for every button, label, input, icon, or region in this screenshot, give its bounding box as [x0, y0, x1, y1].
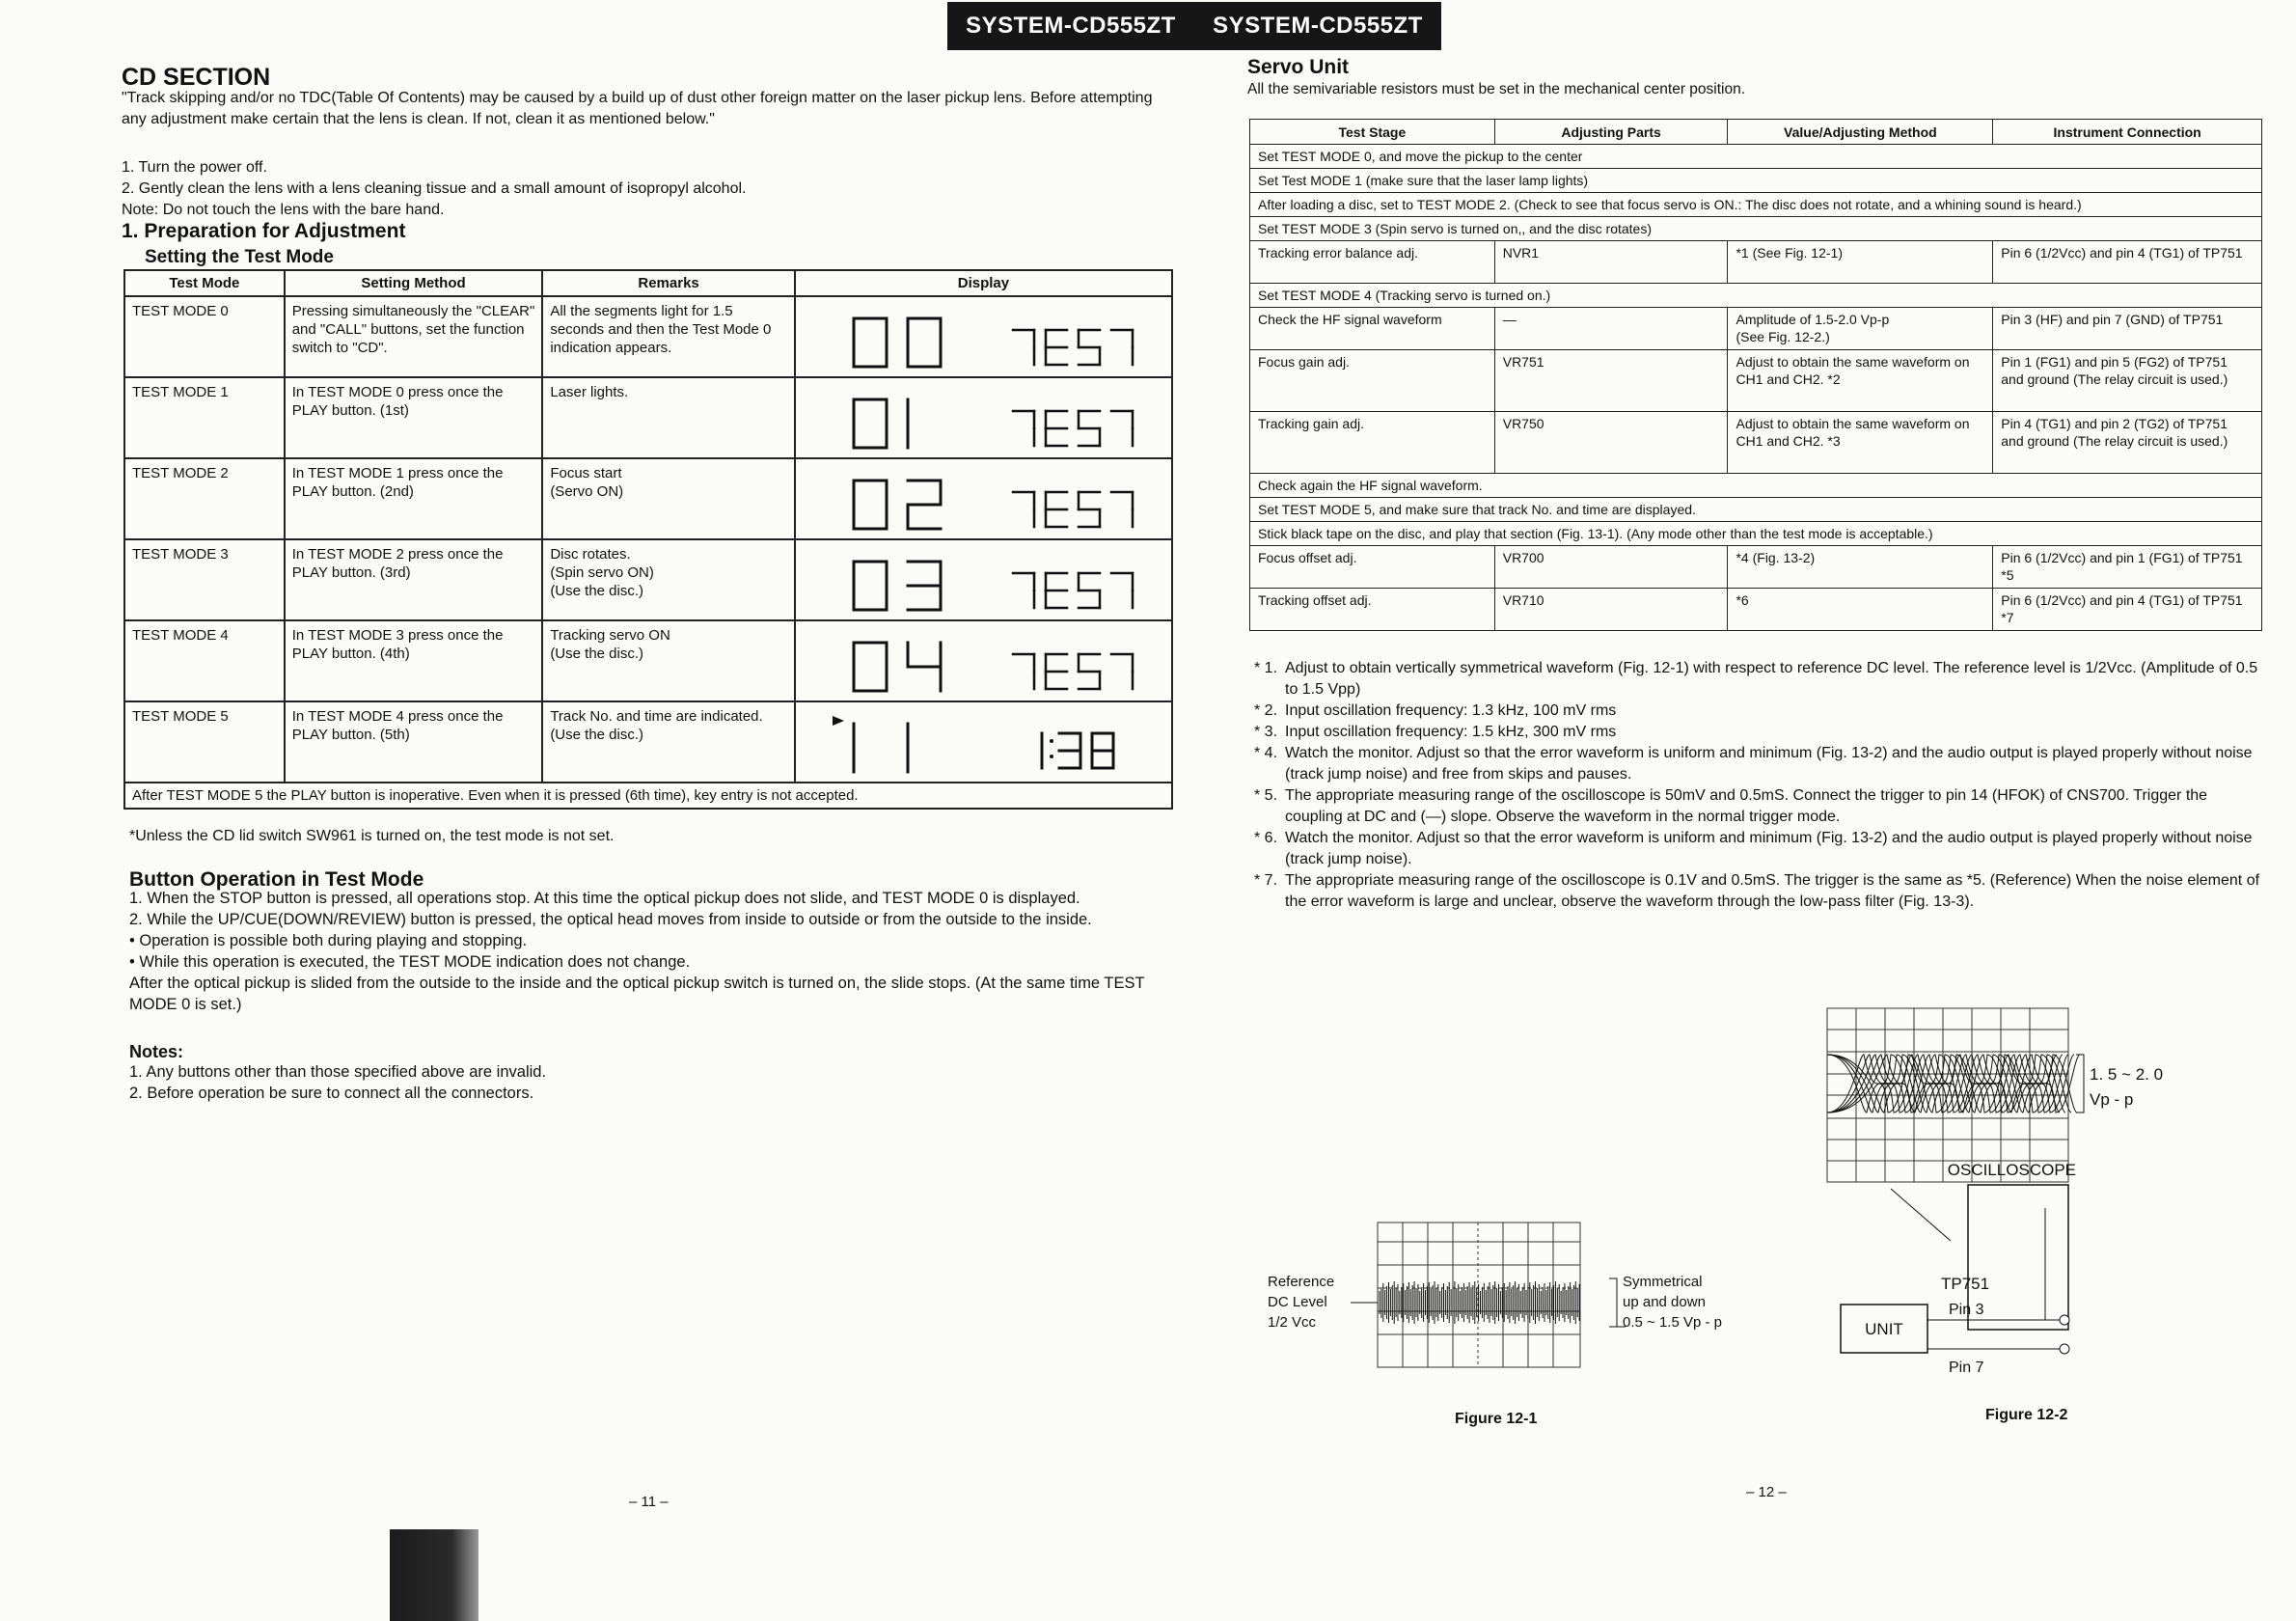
note-mark: * 7.	[1254, 872, 1278, 889]
mode-cell: TEST MODE 5	[124, 701, 285, 783]
fig1-sym-label-3: 0.5 ~ 1.5 Vp - p	[1623, 1314, 1722, 1331]
col-header: Remarks	[542, 270, 795, 296]
parts-cell: VR751	[1494, 350, 1728, 412]
pin7-label: Pin 7	[1949, 1360, 1984, 1376]
span-cell: Set Test MODE 1 (make sure that the laser lamp lights)	[1250, 169, 2262, 193]
remarks-cell: Focus start (Servo ON)	[542, 458, 795, 539]
op-line: 1. When the STOP button is pressed, all operations stop. At this time the optical pickup does not slide, and TEST MODE 0 is displayed.	[129, 890, 1080, 907]
step-line: Note: Do not touch the lens with the bare hand.	[122, 202, 445, 218]
servo-subtitle: All the semivariable resistors must be set in the mechanical center position.	[1247, 81, 1746, 97]
error-waveform	[1380, 1281, 1579, 1324]
table-header-row	[1250, 120, 2262, 145]
note-line: 2. Before operation be sure to connect all the connectors.	[129, 1085, 534, 1102]
col-header: Instrument Connection	[1993, 120, 2262, 145]
span-cell: Set TEST MODE 3 (Spin servo is turned on,, and the disc rotates)	[1250, 217, 2262, 241]
method-cell: In TEST MODE 0 press once the PLAY button. (1st)	[285, 377, 543, 458]
table-row	[1250, 498, 2262, 522]
lcd-colon	[1050, 739, 1053, 743]
display-cell	[795, 620, 1172, 701]
servo-note	[1250, 722, 2268, 743]
connection-cell: Pin 6 (1/2Vcc) and pin 1 (FG1) of TP751 *5	[1993, 546, 2262, 589]
note-mark: * 3.	[1254, 724, 1278, 740]
lcd-display	[796, 459, 1174, 538]
method-cell: *6	[1728, 589, 1993, 631]
lcd-display	[796, 702, 1174, 782]
note-mark: * 6.	[1254, 830, 1278, 846]
display-cell	[795, 458, 1172, 539]
figure-12-1-caption: Figure 12-1	[1455, 1411, 1538, 1427]
col-header: Test Stage	[1250, 120, 1495, 145]
page-number-right: – 12 –	[1746, 1484, 1787, 1500]
span-cell: Set TEST MODE 0, and move the pickup to the center	[1250, 145, 2262, 169]
method-cell: *4 (Fig. 13-2)	[1728, 546, 1993, 589]
servo-note	[1250, 870, 2268, 913]
method-cell: In TEST MODE 3 press once the PLAY button. (4th)	[285, 620, 543, 701]
display-cell	[795, 701, 1172, 783]
probe-terminal	[2060, 1344, 2069, 1354]
note-text: Input oscillation frequency: 1.5 kHz, 300 mV rms	[1285, 724, 1617, 740]
header-bar	[947, 2, 1441, 50]
table-row	[1250, 474, 2262, 498]
note-line: 1. Any buttons other than those specified above are invalid.	[129, 1063, 547, 1081]
table-row	[124, 296, 1172, 377]
span-cell: Stick black tape on the disc, and play that section (Fig. 13-1). (Any mode other than the test mode is acceptable.)	[1250, 522, 2262, 546]
pointer-line	[1891, 1189, 1951, 1241]
table-row	[1250, 193, 2262, 217]
op-line: • Operation is possible both during playing and stopping.	[129, 932, 528, 949]
remarks-cell: Laser lights.	[542, 377, 795, 458]
hf-eye-pattern	[1827, 1055, 2080, 1113]
servo-note	[1250, 785, 2268, 828]
table-row	[1250, 589, 2262, 631]
display-cell	[795, 377, 1172, 458]
stage-cell: Focus offset adj.	[1250, 546, 1495, 589]
span-cell: Set TEST MODE 5, and make sure that track No. and time are displayed.	[1250, 498, 2262, 522]
table-header-row	[124, 270, 1172, 296]
col-header: Test Mode	[124, 270, 285, 296]
parts-cell: VR750	[1494, 412, 1728, 474]
parts-cell: —	[1494, 308, 1728, 350]
servo-note	[1250, 701, 2268, 722]
tp751-label: TP751	[1941, 1275, 1990, 1293]
parts-cell: NVR1	[1494, 241, 1728, 284]
header-title-right: SYSTEM-CD555ZT	[1213, 13, 1423, 39]
mode-cell: TEST MODE 1	[124, 377, 285, 458]
method-cell: In TEST MODE 4 press once the PLAY button. (5th)	[285, 701, 543, 783]
method-cell: Amplitude of 1.5-2.0 Vp-p (See Fig. 12-2.)	[1728, 308, 1993, 350]
figure-12-2-caption: Figure 12-2	[1985, 1407, 2068, 1423]
stage-cell: Tracking error balance adj.	[1250, 241, 1495, 284]
setting-title: Setting the Test Mode	[145, 247, 334, 267]
oscilloscope-label: OSCILLOSCOPE	[1947, 1161, 2076, 1179]
step-line: 2. Gently clean the lens with a lens cleaning tissue and a small amount of isopropyl alcohol.	[122, 180, 747, 197]
fig1-ref-label-2: DC Level	[1268, 1294, 1327, 1310]
table-row	[1250, 241, 2262, 284]
header-title-left: SYSTEM-CD555ZT	[966, 13, 1176, 39]
method-cell: Adjust to obtain the same waveform on CH1 and CH2. *2	[1728, 350, 1993, 412]
page-number-left: – 11 –	[629, 1494, 669, 1510]
fig1-ref-label-1: Reference	[1268, 1274, 1335, 1290]
button-op-lines	[129, 888, 1181, 1015]
amplitude-bracket	[1609, 1278, 1617, 1327]
lid-note: *Unless the CD lid switch SW961 is turned on, the test mode is not set.	[129, 828, 615, 844]
stage-cell: Tracking gain adj.	[1250, 412, 1495, 474]
table-row	[1250, 412, 2262, 474]
servo-note	[1250, 828, 2268, 870]
lcd-display	[796, 621, 1174, 701]
op-line: After the optical pickup is slided from the outside to the inside and the optical pickup switch is turned on, the slide stops. (At the same time TEST MODE 0 is set.)	[129, 975, 1145, 1013]
fig1-ref-label-3: 1/2 Vcc	[1268, 1314, 1317, 1331]
fig1-sym-label-1: Symmetrical	[1623, 1274, 1703, 1290]
col-header: Setting Method	[285, 270, 543, 296]
parts-cell: VR700	[1494, 546, 1728, 589]
table-row	[124, 701, 1172, 783]
table-row	[1250, 145, 2262, 169]
servo-table	[1249, 119, 2262, 631]
method-cell: In TEST MODE 1 press once the PLAY button. (2nd)	[285, 458, 543, 539]
test-mode-table	[123, 269, 1173, 810]
table-row	[1250, 169, 2262, 193]
note-mark: * 5.	[1254, 787, 1278, 804]
footer-cell: After TEST MODE 5 the PLAY button is inoperative. Even when it is pressed (6th time), key entry is not accepted.	[124, 783, 1172, 809]
prep-title: 1. Preparation for Adjustment	[122, 220, 406, 242]
connection-cell: Pin 6 (1/2Vcc) and pin 4 (TG1) of TP751 *7	[1993, 589, 2262, 631]
table-row	[124, 377, 1172, 458]
note-mark: * 4.	[1254, 745, 1278, 761]
cd-section-title: CD SECTION	[122, 64, 271, 91]
method-cell: *1 (See Fig. 12-1)	[1728, 241, 1993, 284]
table-row	[1250, 546, 2262, 589]
note-text: Watch the monitor. Adjust so that the error waveform is uniform and minimum (Fig. 13-2) and the audio output is played properly without noise (track jump noise) and free from skips and pauses.	[1285, 745, 2253, 783]
remarks-cell: Tracking servo ON (Use the disc.)	[542, 620, 795, 701]
step-line: 1. Turn the power off.	[122, 159, 267, 176]
stage-cell: Focus gain adj.	[1250, 350, 1495, 412]
table-row	[124, 458, 1172, 539]
method-cell: Adjust to obtain the same waveform on CH1 and CH2. *3	[1728, 412, 1993, 474]
span-cell: Set TEST MODE 4 (Tracking servo is turned on.)	[1250, 284, 2262, 308]
col-header: Value/Adjusting Method	[1728, 120, 1993, 145]
mode-cell: TEST MODE 0	[124, 296, 285, 377]
op-line: • While this operation is executed, the TEST MODE indication does not change.	[129, 953, 691, 971]
amplitude-bracket	[2076, 1055, 2084, 1113]
connection-cell: Pin 6 (1/2Vcc) and pin 4 (TG1) of TP751	[1993, 241, 2262, 284]
play-indicator-icon	[833, 716, 844, 726]
table-footer-row	[124, 783, 1172, 809]
table-row	[124, 539, 1172, 620]
figure-12-2-connection	[1833, 1148, 2084, 1389]
stage-cell: Check the HF signal waveform	[1250, 308, 1495, 350]
notes-title: Notes:	[129, 1042, 184, 1061]
col-header: Adjusting Parts	[1494, 120, 1728, 145]
cd-intro: "Track skipping and/or no TDC(Table Of Contents) may be caused by a build up of dust other foreign matter on the laser pickup lens. Before attempting any adjustment make certain that the lens is clean. If not, clean it as mentioned below."	[122, 90, 1153, 127]
remarks-cell: All the segments light for 1.5 seconds and then the Test Mode 0 indication appears.	[542, 296, 795, 377]
method-cell: In TEST MODE 2 press once the PLAY button. (3rd)	[285, 539, 543, 620]
servo-note	[1250, 658, 2268, 701]
mode-cell: TEST MODE 2	[124, 458, 285, 539]
mode-cell: TEST MODE 4	[124, 620, 285, 701]
method-cell: Pressing simultaneously the "CLEAR" and "CALL" buttons, set the function switch to "CD".	[285, 296, 543, 377]
table-row	[1250, 522, 2262, 546]
pin3-label: Pin 3	[1949, 1302, 1984, 1318]
remarks-cell: Track No. and time are indicated. (Use the disc.)	[542, 701, 795, 783]
note-mark: * 2.	[1254, 702, 1278, 719]
lcd-display	[796, 378, 1174, 457]
fig2-amp-label-1: 1. 5 ~ 2. 0	[2090, 1065, 2164, 1084]
stage-cell: Tracking offset adj.	[1250, 589, 1495, 631]
span-cell: Check again the HF signal waveform.	[1250, 474, 2262, 498]
connection-cell: Pin 1 (FG1) and pin 5 (FG2) of TP751 and ground (The relay circuit is used.)	[1993, 350, 2262, 412]
op-line: 2. While the UP/CUE(DOWN/REVIEW) button is pressed, the optical head moves from inside to outside or from the outside to the inside.	[129, 911, 1092, 928]
note-text: The appropriate measuring range of the oscilloscope is 50mV and 0.5mS. Connect the trigger to pin 14 (HFOK) of CNS700. Trigger the coupling at DC and (—) slope. Observe the waveform in the normal trigger mode.	[1285, 787, 2208, 825]
note-text: Input oscillation frequency: 1.3 kHz, 100 mV rms	[1285, 702, 1617, 719]
scan-smudge	[390, 1529, 478, 1621]
note-text: Watch the monitor. Adjust so that the error waveform is uniform and minimum (Fig. 13-2) and the audio output is played properly without noise (track jump noise).	[1285, 830, 2253, 867]
button-op-title: Button Operation in Test Mode	[129, 868, 424, 891]
fig1-sym-label-2: up and down	[1623, 1294, 1706, 1310]
remarks-cell: Disc rotates. (Spin servo ON) (Use the disc.)	[542, 539, 795, 620]
connection-cell: Pin 4 (TG1) and pin 2 (TG2) of TP751 and ground (The relay circuit is used.)	[1993, 412, 2262, 474]
cleaning-steps	[122, 157, 1173, 221]
lcd-display	[796, 540, 1174, 619]
connection-cell: Pin 3 (HF) and pin 7 (GND) of TP751	[1993, 308, 2262, 350]
mode-cell: TEST MODE 3	[124, 539, 285, 620]
lcd-colon	[1050, 755, 1053, 758]
servo-note	[1250, 743, 2268, 785]
probe-terminal	[2060, 1315, 2069, 1325]
table-row	[1250, 350, 2262, 412]
note-mark: * 1.	[1254, 660, 1278, 676]
table-row	[1250, 284, 2262, 308]
lcd-display	[796, 297, 1174, 376]
note-text: The appropriate measuring range of the oscilloscope is 0.1V and 0.5mS. The trigger is the same as *5. (Reference) When the noise element of the error waveform is large and unclear, observe the waveform through the low-pass filter (Fig. 13-3).	[1285, 872, 2260, 910]
unit-label: UNIT	[1865, 1320, 1903, 1338]
figure-12-1	[1254, 1211, 1756, 1385]
display-cell	[795, 296, 1172, 377]
servo-unit-title: Servo Unit	[1247, 56, 1350, 78]
table-row	[1250, 217, 2262, 241]
table-row	[124, 620, 1172, 701]
servo-notes	[1250, 658, 2268, 913]
notes-list	[129, 1061, 1171, 1104]
note-text: Adjust to obtain vertically symmetrical waveform (Fig. 12-1) with respect to reference DC level. The reference level is 1/2Vcc. (Amplitude of 0.5 to 1.5 Vpp)	[1285, 660, 2258, 698]
display-cell	[795, 539, 1172, 620]
span-cell: After loading a disc, set to TEST MODE 2. (Check to see that focus servo is ON.: The disc does not rotate, and a whining sound is heard.)	[1250, 193, 2262, 217]
parts-cell: VR710	[1494, 589, 1728, 631]
col-header: Display	[795, 270, 1172, 296]
table-row	[1250, 308, 2262, 350]
fig2-amp-label-2: Vp - p	[2090, 1090, 2134, 1109]
